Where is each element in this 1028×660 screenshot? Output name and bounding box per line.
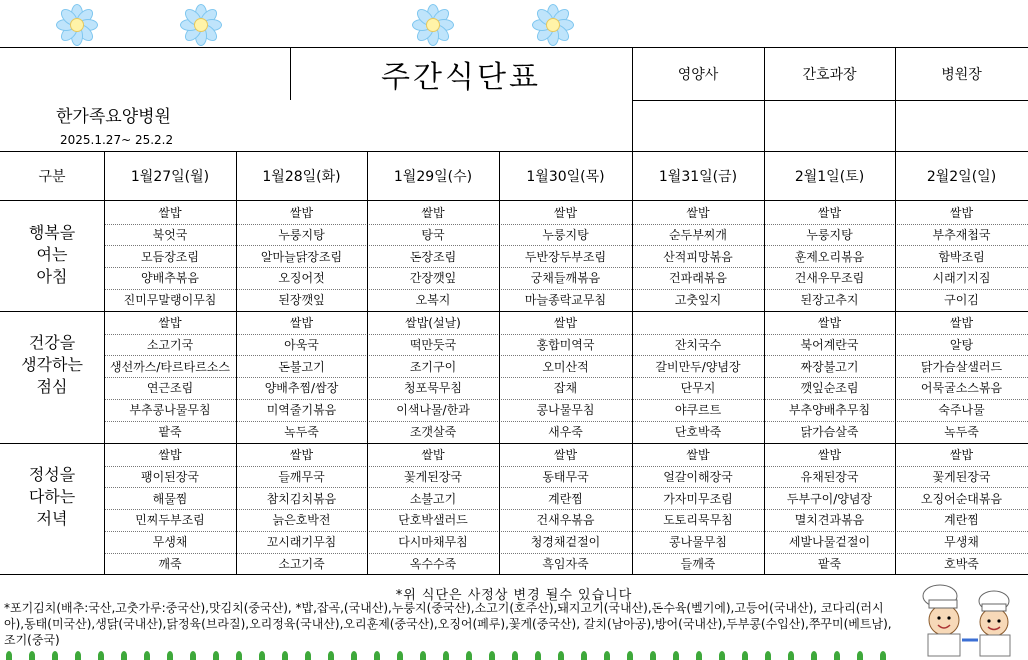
lunch-menu-item: 양배추찜/쌈장	[264, 381, 339, 396]
lunch-menu-item: 소고기국	[146, 338, 194, 353]
grass-tuft	[581, 651, 587, 660]
breakfast-menu-item: 두반장두부조림	[524, 249, 607, 264]
table-rule	[0, 47, 1028, 48]
grass-tuft	[374, 651, 380, 660]
header-day: 1월27일(월)	[130, 169, 210, 185]
dinner-menu-item: 들깨무국	[278, 470, 325, 485]
dinner-menu-item: 들깨죽	[680, 556, 716, 571]
lunch-menu-item: 잔치국수	[674, 338, 722, 353]
lunch-menu-item	[632, 312, 764, 334]
lunch-menu-item: 갈비만두/양념장	[655, 359, 741, 374]
lunch-menu-item: 아욱국	[284, 338, 319, 353]
lunch-menu-item: 콩나물무침	[536, 403, 595, 418]
table-rule	[895, 47, 896, 151]
dinner-menu-item: 늙은호박전	[272, 513, 331, 528]
breakfast-menu-item: 알마늘닭장조림	[260, 249, 343, 264]
lunch-menu-item: 돈불고기	[278, 359, 325, 374]
lunch-menu-item: 부추양배추무침	[788, 403, 871, 418]
dinner-label-line: 다하는	[28, 487, 76, 506]
header-day: 1월28일(화)	[262, 169, 341, 185]
lunch-menu-item: 숙주나물	[938, 403, 985, 418]
breakfast-label-line: 아침	[36, 267, 68, 286]
lunch-menu-item: 미역줄기볶음	[266, 403, 337, 418]
page-title: 주간식단표	[381, 60, 541, 95]
breakfast-label-line: 여는	[36, 245, 68, 264]
table-rule	[895, 151, 896, 574]
table-rule	[104, 466, 1028, 467]
flower-center	[546, 18, 560, 32]
dinner-label-line: 저녁	[36, 509, 68, 528]
dinner-menu-item: 쌀밥	[421, 448, 445, 463]
dinner-menu-item: 깨죽	[158, 556, 182, 571]
lunch-menu-item: 녹두죽	[944, 424, 979, 439]
grass-tuft	[489, 651, 495, 660]
breakfast-menu-item: 쌀밥	[686, 206, 710, 221]
lunch-menu-item: 쌀밥	[817, 316, 842, 331]
grass-tuft	[811, 651, 817, 660]
breakfast-menu-item: 된장고추지	[800, 293, 859, 308]
dinner-menu-item: 세발나물겉절이	[788, 535, 871, 550]
flower-icon	[530, 2, 576, 48]
grass-tuft	[627, 651, 633, 660]
breakfast-menu-item: 누룽지탕	[542, 228, 589, 243]
table-rule	[104, 553, 1028, 554]
table-rule	[104, 531, 1028, 532]
table-rule	[104, 377, 1028, 378]
lunch-menu-item: 닭가슴살샐러드	[920, 359, 1003, 374]
table-rule	[0, 574, 1028, 575]
table-rule	[632, 47, 633, 151]
approval-director: 병원장	[941, 67, 982, 83]
grass-tuft	[650, 651, 656, 660]
dinner-menu-item: 도토리묵무침	[663, 513, 733, 528]
dinner-menu-item: 계란찜	[944, 513, 979, 528]
dinner-menu-item: 얼갈이해장국	[663, 470, 733, 485]
lunch-menu-item: 생선까스/타르타르소스	[110, 359, 230, 374]
grass-tuft	[788, 651, 794, 660]
flower-center	[194, 18, 208, 32]
breakfast-label	[0, 222, 104, 288]
table-rule	[0, 311, 1028, 312]
grass-tuft	[443, 651, 449, 660]
dinner-menu-item: 꽃게된장국	[404, 470, 462, 485]
grass-tuft	[512, 651, 518, 660]
lunch-menu-item: 단무지	[680, 381, 716, 396]
breakfast-menu-item: 훈제오리볶음	[794, 249, 865, 264]
dinner-menu-item: 동태무국	[542, 470, 589, 485]
dinner-menu-item: 건새우볶음	[536, 513, 595, 528]
breakfast-menu-item: 함박조림	[938, 249, 985, 264]
flower-center	[70, 18, 84, 32]
breakfast-menu-item: 돈장조림	[409, 249, 457, 264]
dinner-menu-item: 쌀밥	[289, 448, 314, 463]
breakfast-menu-item: 쌀밥	[421, 206, 445, 221]
breakfast-menu-item: 북엇국	[152, 228, 188, 243]
table-rule	[632, 100, 1028, 101]
dinner-menu-item: 소고기죽	[278, 556, 325, 571]
breakfast-label-line: 행복을	[28, 223, 76, 242]
dinner-menu-item: 흑임자죽	[542, 556, 589, 571]
menu-period: 2025.1.27~ 25.2.2	[60, 133, 174, 147]
breakfast-menu-item: 부추재첩국	[932, 228, 991, 243]
dinner-menu-item: 두부구이/양념장	[786, 491, 873, 506]
grass-tuft	[259, 651, 265, 660]
lunch-menu-item: 팥죽	[158, 424, 182, 439]
breakfast-menu-item: 모듬장조림	[141, 249, 199, 264]
dinner-menu-item: 콩나물무침	[669, 535, 727, 550]
lunch-menu-item: 청포묵무침	[404, 381, 462, 396]
table-rule	[104, 509, 1028, 510]
grass-tuft	[167, 651, 173, 660]
lunch-menu-item: 어묵굴소스볶음	[920, 381, 1003, 396]
table-rule	[104, 267, 1028, 268]
breakfast-menu-item: 간장깻잎	[409, 271, 457, 286]
header-day: 2월2일(일)	[926, 169, 997, 185]
lunch-label-line: 건강을	[28, 333, 76, 352]
dinner-menu-item: 소불고기	[409, 491, 457, 506]
table-rule	[104, 421, 1028, 422]
approval-nutritionist: 영양사	[677, 67, 719, 83]
table-rule	[104, 151, 105, 574]
approval-head-nurse: 간호과장	[802, 67, 857, 83]
lunch-menu-item: 북어계란국	[800, 338, 859, 353]
lunch-menu-item: 부추콩나물무침	[129, 403, 211, 418]
hospital-name: 한가족요양병원	[56, 107, 171, 127]
table-rule	[104, 224, 1028, 225]
lunch-menu-item: 잡채	[553, 381, 578, 396]
table-rule	[104, 289, 1028, 290]
grass-tuft	[673, 651, 679, 660]
breakfast-menu-item: 순두부찌개	[669, 228, 727, 243]
grass-tuft	[6, 651, 12, 660]
dinner-menu-item: 계란찜	[548, 491, 583, 506]
breakfast-menu-item: 쌀밥	[553, 206, 578, 221]
dinner-menu-item: 쌀밥	[949, 448, 974, 463]
breakfast-menu-item: 양배추볶음	[141, 271, 199, 286]
table-rule	[104, 334, 1028, 335]
dinner-menu-item: 가자미무조림	[663, 491, 733, 506]
breakfast-menu-item: 누룽지탕	[278, 228, 325, 243]
lunch-menu-item: 야쿠르트	[674, 403, 722, 418]
lunch-menu-item: 조기구이	[409, 359, 457, 374]
dinner-menu-item: 참치김치볶음	[266, 491, 337, 506]
lunch-menu-item: 떡만둣국	[409, 338, 457, 353]
lunch-label	[0, 332, 104, 398]
dinner-label	[0, 464, 104, 530]
header-day: 1월30일(목)	[526, 169, 605, 185]
dinner-menu-item: 민찌두부조림	[135, 513, 205, 528]
breakfast-menu-item: 쌀밥	[817, 206, 842, 221]
chef-illustration	[902, 574, 1026, 660]
dinner-menu-item: 쌀밥	[553, 448, 578, 463]
grass-tuft	[397, 651, 403, 660]
grass-tuft	[765, 651, 771, 660]
grass-tuft	[742, 651, 748, 660]
grass-tuft	[351, 651, 357, 660]
dinner-menu-item: 팽이된장국	[141, 470, 199, 485]
lunch-menu-item: 조갯살죽	[409, 424, 457, 439]
grass-tuft	[328, 651, 334, 660]
table-rule	[236, 151, 237, 574]
dinner-menu-item: 쌀밥	[158, 448, 182, 463]
grass-tuft	[696, 651, 702, 660]
breakfast-menu-item: 산적피망볶음	[663, 249, 733, 264]
header-day: 1월29일(수)	[393, 169, 473, 185]
table-rule	[104, 487, 1028, 488]
flower-icon	[54, 2, 100, 48]
table-rule	[104, 399, 1028, 400]
breakfast-menu-item: 쌀밥	[949, 206, 974, 221]
dinner-menu-item: 해물찜	[152, 491, 188, 506]
breakfast-menu-item: 마늘종락교무침	[524, 293, 607, 308]
breakfast-menu-item: 된장깻잎	[278, 293, 325, 308]
table-rule	[367, 151, 368, 574]
lunch-menu-item: 오미산적	[542, 359, 589, 374]
table-rule	[104, 355, 1028, 356]
table-rule	[290, 47, 291, 100]
flower-center	[426, 18, 440, 32]
header-day: 2월1일(토)	[794, 169, 865, 185]
breakfast-menu-item: 누룽지탕	[806, 228, 853, 243]
breakfast-menu-item: 고춧잎지	[674, 293, 722, 308]
lunch-menu-item: 녹두죽	[284, 424, 319, 439]
header-day: 1월31일(금)	[658, 169, 738, 185]
breakfast-menu-item: 건파래볶음	[669, 271, 727, 286]
breakfast-menu-item: 쌀밥	[158, 206, 182, 221]
grass-tuft	[558, 651, 564, 660]
change-notice: *위 식단은 사정상 변경 될수 있습니다	[395, 588, 633, 603]
lunch-menu-item: 연근조림	[146, 381, 194, 396]
dinner-menu-item: 청경채겉절이	[530, 535, 601, 550]
grass-tuft	[719, 651, 725, 660]
dinner-menu-item: 멸치견과볶음	[794, 513, 865, 528]
dinner-menu-item: 단호박샐러드	[398, 513, 468, 528]
lunch-label-line: 생각하는	[21, 355, 83, 374]
grass-tuft	[466, 651, 472, 660]
lunch-menu-item: 쌀밥	[949, 316, 974, 331]
flower-icon	[178, 2, 224, 48]
lunch-menu-item: 쌀밥	[289, 316, 314, 331]
breakfast-menu-item: 탕국	[421, 228, 445, 243]
lunch-menu-item: 단호박죽	[674, 424, 722, 439]
lunch-menu-item: 쌀밥(설날)	[405, 316, 461, 331]
grass-tuft	[834, 651, 840, 660]
lunch-menu-item: 새우죽	[548, 424, 583, 439]
dinner-menu-item: 호박죽	[944, 556, 979, 571]
table-rule	[764, 47, 765, 151]
lunch-label-line: 점심	[36, 377, 68, 396]
lunch-menu-item: 홍합미역국	[536, 338, 595, 353]
dinner-menu-item: 유채된장국	[800, 470, 859, 485]
dinner-menu-item: 쌀밥	[817, 448, 842, 463]
lunch-menu-item: 깻잎순조림	[800, 381, 859, 396]
dinner-menu-item: 다시마채무침	[398, 535, 468, 550]
dinner-menu-item: 무생채	[944, 535, 979, 550]
grass-tuft	[305, 651, 311, 660]
table-rule	[104, 245, 1028, 246]
lunch-menu-item: 닭가슴살죽	[800, 424, 859, 439]
lunch-menu-item: 알탕	[949, 338, 974, 353]
breakfast-menu-item: 오복지	[415, 293, 451, 308]
grass-tuft	[29, 651, 35, 660]
dinner-menu-item: 꼬시래기무침	[266, 535, 337, 550]
dinner-menu-item: 쌀밥	[686, 448, 710, 463]
breakfast-menu-item: 진미무말랭이무침	[123, 293, 217, 308]
grass-tuft	[535, 651, 541, 660]
grass-tuft	[604, 651, 610, 660]
grass-tuft	[236, 651, 242, 660]
table-rule	[632, 151, 633, 574]
lunch-menu-item: 쌀밥	[553, 316, 578, 331]
lunch-menu-item: 쌀밥	[158, 316, 182, 331]
lunch-menu-item: 이색나물/한과	[396, 403, 470, 418]
breakfast-menu-item: 시래기지짐	[932, 271, 991, 286]
grass-tuft	[857, 651, 863, 660]
dinner-menu-item: 무생채	[152, 535, 188, 550]
dinner-menu-item: 꽃게된장국	[932, 470, 991, 485]
breakfast-menu-item: 궁채들깨볶음	[530, 271, 601, 286]
table-rule	[0, 443, 1028, 444]
flower-icon	[410, 2, 456, 48]
grass-tuft	[880, 651, 886, 660]
grass-tuft	[144, 651, 150, 660]
dinner-menu-item: 팥죽	[817, 556, 842, 571]
header-category: 구분	[38, 169, 66, 185]
table-rule	[0, 200, 1028, 201]
grass-tuft	[190, 651, 196, 660]
breakfast-menu-item: 건새우무조림	[794, 271, 865, 286]
dinner-menu-item: 오징어순대볶음	[920, 491, 1003, 506]
breakfast-menu-item: 쌀밥	[289, 206, 314, 221]
dinner-label-line: 정성을	[28, 465, 76, 484]
breakfast-menu-item: 오징어젓	[278, 271, 325, 286]
table-rule	[764, 151, 765, 574]
breakfast-menu-item: 구이김	[944, 293, 979, 308]
grass-tuft	[420, 651, 426, 660]
grass-tuft	[75, 651, 81, 660]
table-rule	[499, 151, 500, 574]
grass-tuft	[52, 651, 58, 660]
lunch-menu-item: 짜장불고기	[800, 359, 859, 374]
grass-tuft	[121, 651, 127, 660]
grass-tuft	[98, 651, 104, 660]
origin-info: *포기김치(배추:국산,고춧가루:중국산),맛김치(중국산), *밥,잡곡,(국내산),누룽지(중국산),소고기(호주산),돼지고기(국내산),돈수육(벨기에),고등어(국내산), 코다리(러시아),동태(미국산),생닭(국내산),닭정육(브라질),오리정육(국내산),오리훈제(중국산),오징어(페루),꽃게(중국산), 갈치(남아공),방어(국내산),두부콩(수입산),쭈꾸미(베트남),조기(중국)	[4, 601, 892, 647]
table-rule	[0, 151, 1028, 152]
grass-tuft	[213, 651, 219, 660]
grass-tuft	[282, 651, 288, 660]
dinner-menu-item: 옥수수죽	[409, 556, 457, 571]
